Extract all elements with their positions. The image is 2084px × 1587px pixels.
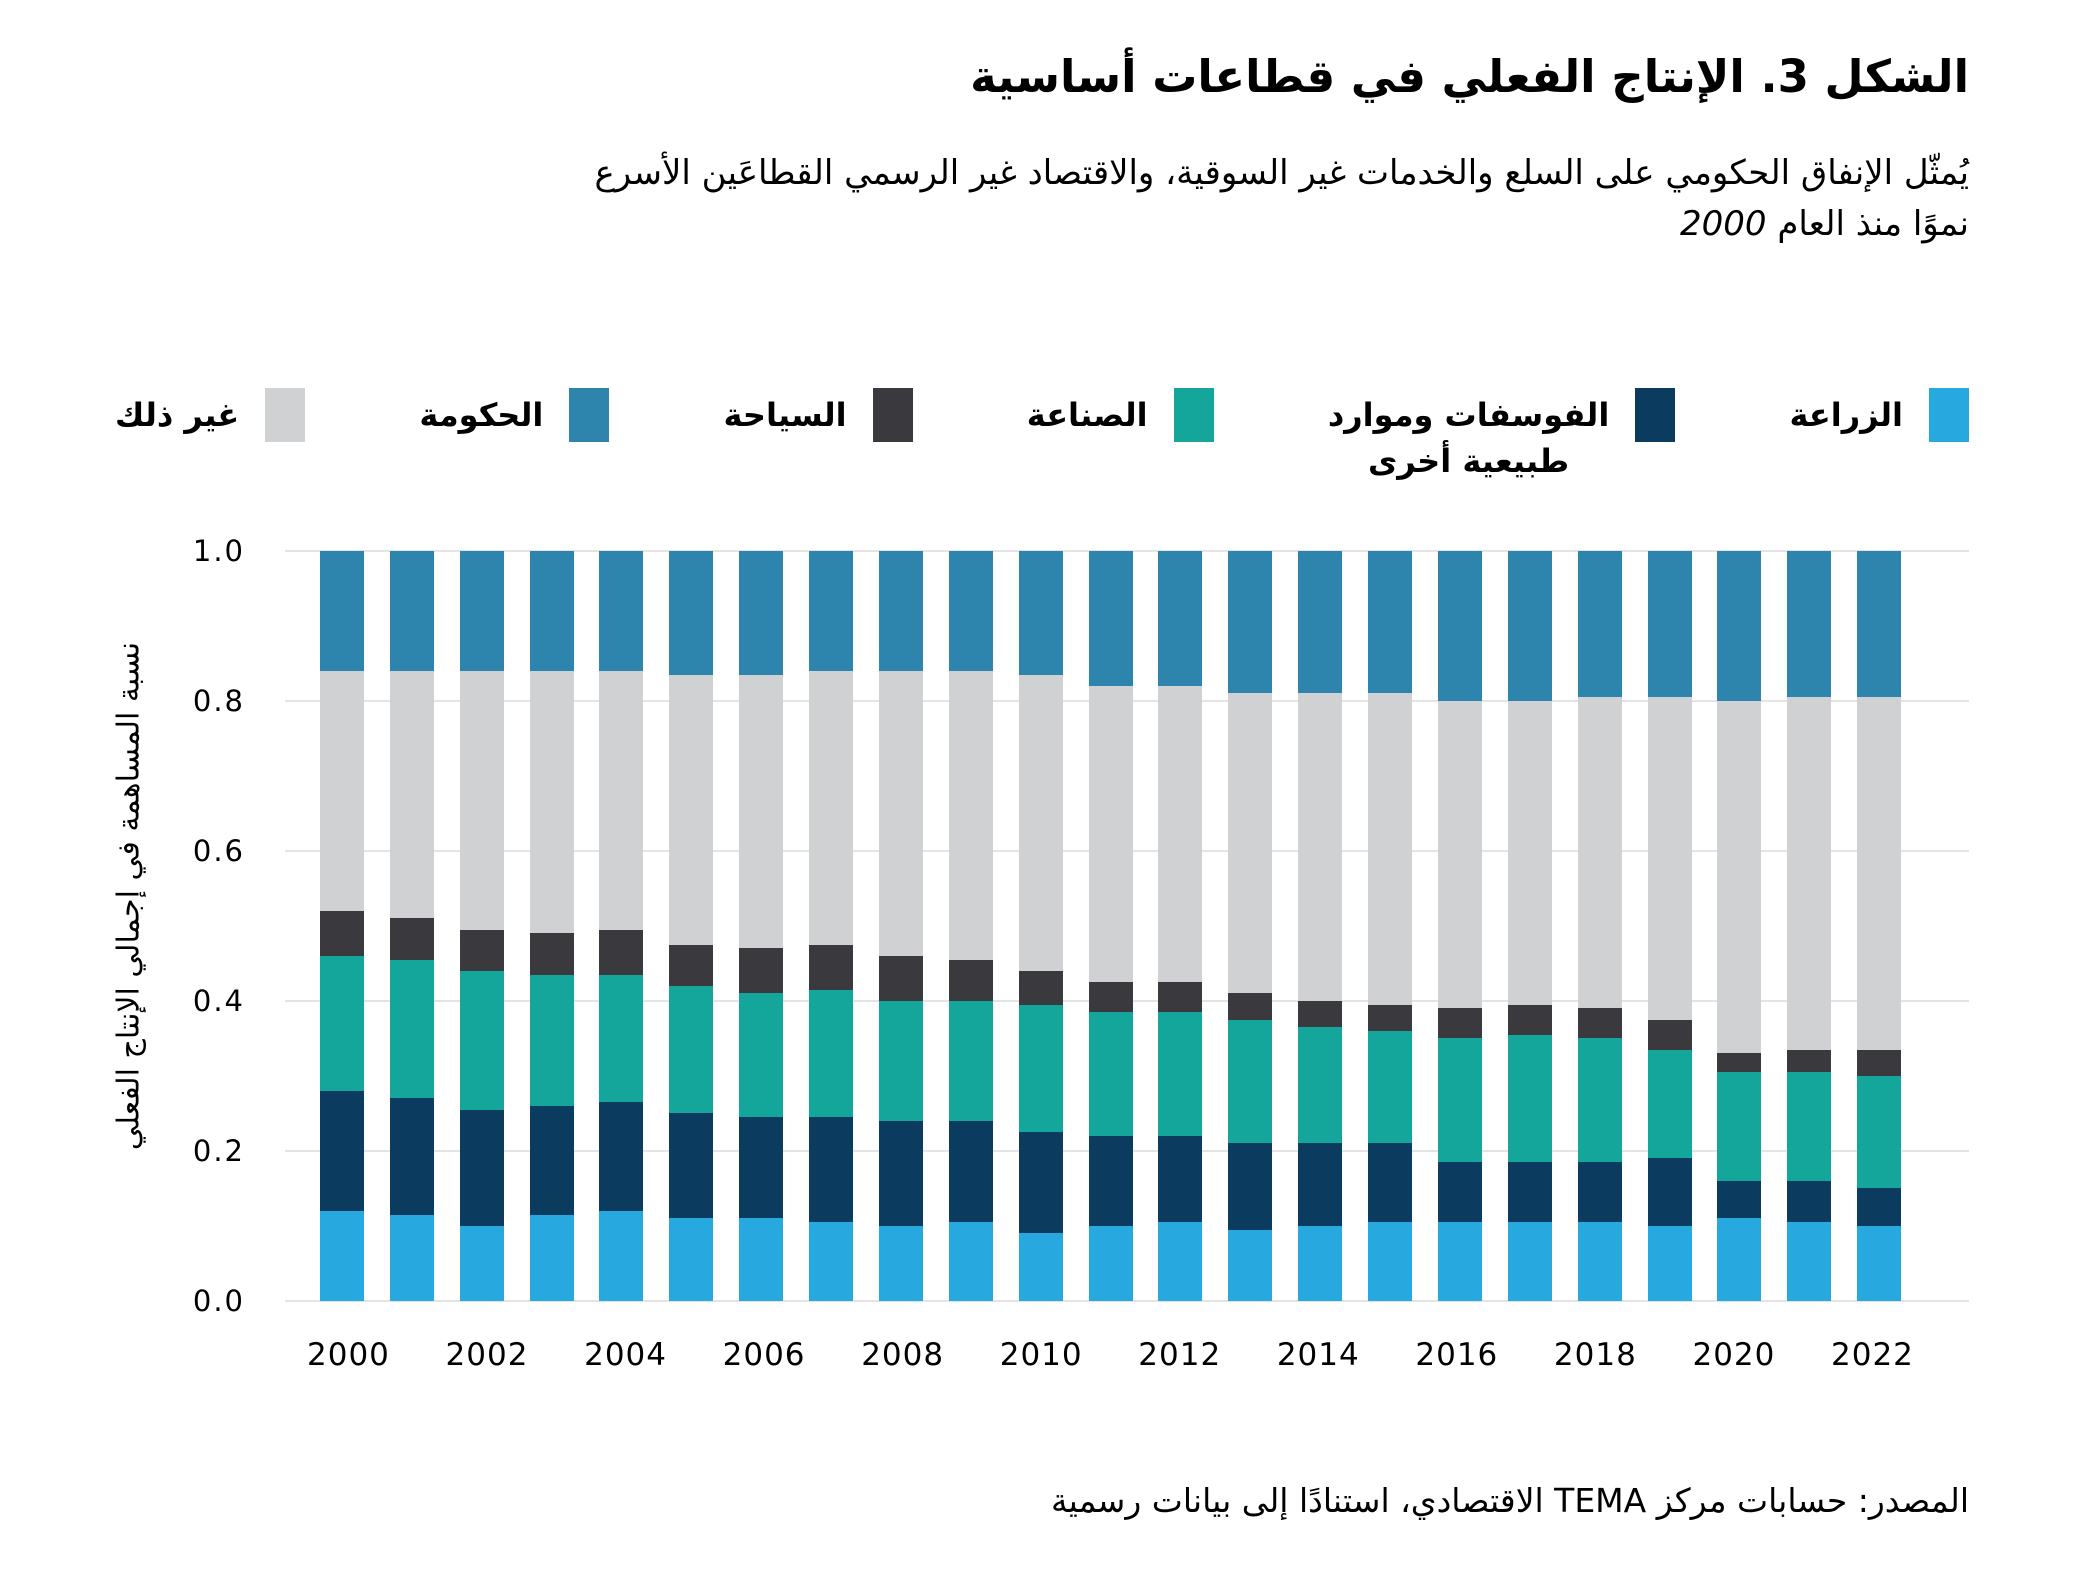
bar-stack-2015 — [1368, 551, 1412, 1301]
bar-segment-phosphates — [1578, 1162, 1622, 1222]
bar-stack-2017 — [1508, 551, 1552, 1301]
bar-segment-industry — [530, 975, 574, 1106]
bar-segment-government — [809, 551, 853, 671]
bar-segment-tourism — [739, 948, 783, 993]
bar-stack-2022 — [1857, 551, 1901, 1301]
bar-segment-tourism — [1298, 1001, 1342, 1027]
bar-column-2000 — [307, 551, 377, 1301]
bar-segment-government — [1857, 551, 1901, 697]
bar-column-2008 — [866, 551, 936, 1301]
bar-segment-other — [1089, 686, 1133, 982]
bar-segment-government — [879, 551, 923, 671]
bar-stack-2000 — [320, 551, 364, 1301]
bar-stack-2021 — [1787, 551, 1831, 1301]
bar-segment-government — [1089, 551, 1133, 686]
bar-segment-tourism — [809, 945, 853, 990]
legend-item-agriculture — [1789, 392, 1969, 442]
bar-segment-phosphates — [1019, 1132, 1063, 1233]
bar-stack-2019 — [1648, 551, 1692, 1301]
bar-segment-industry — [1578, 1038, 1622, 1162]
bar-segment-tourism — [1578, 1008, 1622, 1038]
bar-segment-phosphates — [1508, 1162, 1552, 1222]
bar-stack-2013 — [1228, 551, 1272, 1301]
bar-segment-government — [1648, 551, 1692, 697]
bar-segment-tourism — [669, 945, 713, 986]
bar-segment-phosphates — [739, 1117, 783, 1218]
bar-column-2006 — [726, 551, 796, 1301]
bar-column-2022 — [1844, 551, 1914, 1301]
bar-segment-agriculture — [879, 1226, 923, 1301]
bar-segment-tourism — [390, 918, 434, 959]
bar-segment-government — [320, 551, 364, 671]
legend-item-phosphates — [1328, 392, 1675, 485]
legend-label-agriculture — [1789, 392, 1903, 438]
bar-segment-industry — [1158, 1012, 1202, 1136]
bar-segment-phosphates — [1648, 1158, 1692, 1226]
x-tick-cell-2010: 2010 — [999, 1336, 1083, 1373]
legend-label-line2: طبيعية أخرى — [1367, 442, 1570, 481]
bar-column-2016 — [1425, 551, 1495, 1301]
bar-segment-other — [1228, 693, 1272, 993]
x-tick-cell-2017 — [1498, 1337, 1554, 1373]
x-tick-cell-2007 — [806, 1337, 862, 1373]
bar-segment-government — [1578, 551, 1622, 697]
y-tick-1.0: 1.0 — [192, 533, 245, 568]
bar-column-2013 — [1215, 551, 1285, 1301]
y-axis-title: نسبة المساهمة في إجمالي الإنتاج الفعلي — [111, 641, 147, 1150]
legend-item-industry — [1027, 392, 1214, 442]
subtitle-line-2 — [115, 199, 1969, 250]
legend-label-line1: غير ذلك — [115, 396, 240, 434]
x-tick-cell-2012: 2012 — [1138, 1336, 1222, 1373]
bar-stack-2002 — [460, 551, 504, 1301]
bar-segment-agriculture — [809, 1222, 853, 1301]
bar-segment-phosphates — [1717, 1181, 1761, 1219]
legend-swatch-agriculture — [1929, 388, 1969, 442]
bar-segment-phosphates — [1228, 1143, 1272, 1229]
bar-segment-government — [669, 551, 713, 675]
bar-column-2009 — [936, 551, 1006, 1301]
bar-segment-other — [599, 671, 643, 930]
y-tick-0.4: 0.4 — [192, 983, 245, 1018]
bar-segment-agriculture — [320, 1211, 364, 1301]
x-tick-cell-2015 — [1360, 1337, 1416, 1373]
bar-segment-industry — [599, 975, 643, 1103]
bar-segment-government — [739, 551, 783, 675]
bar-segment-industry — [1019, 1005, 1063, 1133]
figure-content — [111, 0, 1969, 1524]
bar-column-2002 — [447, 551, 517, 1301]
x-tick-cell-2009 — [944, 1337, 1000, 1373]
bar-segment-industry — [1508, 1035, 1552, 1163]
bar-column-2015 — [1355, 551, 1425, 1301]
bar-segment-government — [1019, 551, 1063, 675]
x-tick-cell-2014: 2014 — [1276, 1336, 1360, 1373]
bar-segment-tourism — [530, 933, 574, 974]
subtitle-line-2-text: نموًا منذ العام — [1777, 204, 1969, 244]
legend-swatch-industry — [1174, 388, 1214, 442]
bar-segment-agriculture — [1438, 1222, 1482, 1301]
legend-label-phosphates — [1328, 392, 1609, 485]
bar-segment-phosphates — [1857, 1188, 1901, 1226]
bar-stack-2008 — [879, 551, 923, 1301]
bar-segment-tourism — [1368, 1005, 1412, 1031]
bar-segment-tourism — [1508, 1005, 1552, 1035]
bar-segment-agriculture — [1578, 1222, 1622, 1301]
bar-segment-industry — [809, 990, 853, 1118]
bar-segment-government — [460, 551, 504, 671]
bar-stack-2001 — [390, 551, 434, 1301]
bar-segment-phosphates — [599, 1102, 643, 1211]
bar-segment-other — [949, 671, 993, 960]
legend-label-line1: الحكومة — [419, 396, 544, 434]
bar-segment-industry — [1787, 1072, 1831, 1181]
bar-segment-other — [460, 671, 504, 930]
bar-segment-government — [1438, 551, 1482, 701]
x-axis-tick-labels — [285, 1337, 1969, 1373]
bar-stack-2004 — [599, 551, 643, 1301]
bar-segment-agriculture — [1158, 1222, 1202, 1301]
plot-area — [192, 533, 1969, 1318]
bar-segment-agriculture — [1508, 1222, 1552, 1301]
bar-segment-agriculture — [669, 1218, 713, 1301]
x-tick-cell-2008: 2008 — [861, 1336, 945, 1373]
bar-segment-government — [1508, 551, 1552, 701]
bar-segment-tourism — [949, 960, 993, 1001]
legend-label-line1: الزراعة — [1789, 396, 1903, 434]
bar-segment-other — [1298, 693, 1342, 1001]
bar-column-2007 — [796, 551, 866, 1301]
legend-label-other — [115, 392, 239, 438]
bar-column-2019 — [1635, 551, 1705, 1301]
bar-segment-agriculture — [460, 1226, 504, 1301]
stacked-bar-chart — [111, 533, 1969, 1386]
bar-segment-industry — [879, 1001, 923, 1121]
bar-column-2018 — [1565, 551, 1635, 1301]
bar-segment-government — [390, 551, 434, 671]
bar-segment-phosphates — [669, 1113, 713, 1218]
bar-stack-2012 — [1158, 551, 1202, 1301]
x-tick-cell-2022: 2022 — [1831, 1336, 1914, 1373]
bar-segment-tourism — [1019, 971, 1063, 1005]
bar-segment-phosphates — [809, 1117, 853, 1222]
bar-segment-tourism — [1648, 1020, 1692, 1050]
subtitle-year: 2000 — [1679, 204, 1767, 244]
bar-segment-other — [1438, 701, 1482, 1009]
x-tick-cell-2000: 2000 — [307, 1336, 390, 1373]
bar-segment-tourism — [1717, 1053, 1761, 1072]
subtitle-line-1: يُمثّل الإنفاق الحكومي على السلع والخدمات غير السوقية، والاقتصاد غير الرسمي القطاعَين الأسرع — [594, 153, 1969, 193]
bar-segment-phosphates — [460, 1110, 504, 1226]
bar-segment-other — [1158, 686, 1202, 982]
bar-stack-2014 — [1298, 551, 1342, 1301]
legend-swatch-phosphates — [1635, 388, 1675, 442]
bar-column-2021 — [1774, 551, 1844, 1301]
bar-stack-2003 — [530, 551, 574, 1301]
bar-segment-tourism — [320, 911, 364, 956]
bar-stack-2018 — [1578, 551, 1622, 1301]
bar-segment-industry — [1857, 1076, 1901, 1189]
x-tick-cell-2006: 2006 — [722, 1336, 806, 1373]
y-tick-0.0: 0.0 — [192, 1283, 245, 1318]
bar-segment-phosphates — [1787, 1181, 1831, 1222]
bar-stack-2009 — [949, 551, 993, 1301]
bar-segment-agriculture — [599, 1211, 643, 1301]
x-tick-cell-2021 — [1775, 1337, 1831, 1373]
legend-label-industry — [1027, 392, 1148, 438]
legend-item-other — [115, 392, 305, 442]
bar-segment-tourism — [460, 930, 504, 971]
bar-segment-tourism — [1438, 1008, 1482, 1038]
legend-swatch-tourism — [873, 388, 913, 442]
bar-segment-agriculture — [1857, 1226, 1901, 1301]
bar-segment-tourism — [1857, 1050, 1901, 1076]
bar-segment-industry — [460, 971, 504, 1110]
x-tick-cell-2005 — [667, 1337, 723, 1373]
bar-column-2017 — [1495, 551, 1565, 1301]
x-tick-cell-2016: 2016 — [1415, 1336, 1499, 1373]
bar-segment-phosphates — [879, 1121, 923, 1226]
bar-segment-phosphates — [1298, 1143, 1342, 1226]
bar-segment-industry — [1648, 1050, 1692, 1159]
bar-segment-industry — [1717, 1072, 1761, 1181]
bar-segment-other — [1787, 697, 1831, 1050]
bar-stack-2011 — [1089, 551, 1133, 1301]
bar-column-2001 — [377, 551, 447, 1301]
bar-segment-phosphates — [1368, 1143, 1412, 1222]
bar-column-2020 — [1705, 551, 1775, 1301]
bar-stack-2016 — [1438, 551, 1482, 1301]
bar-segment-tourism — [1787, 1050, 1831, 1073]
legend-item-tourism — [724, 392, 913, 442]
bar-segment-agriculture — [1368, 1222, 1412, 1301]
bar-segment-industry — [390, 960, 434, 1099]
bar-segment-agriculture — [1089, 1226, 1133, 1301]
bar-segment-other — [1648, 697, 1692, 1020]
bar-segment-agriculture — [1019, 1233, 1063, 1301]
bar-segment-industry — [320, 956, 364, 1091]
bar-segment-other — [809, 671, 853, 945]
y-tick-0.8: 0.8 — [192, 683, 245, 718]
bar-segment-tourism — [1228, 993, 1272, 1019]
bar-segment-industry — [1298, 1027, 1342, 1143]
bar-column-2005 — [656, 551, 726, 1301]
bar-segment-industry — [1438, 1038, 1482, 1162]
bar-segment-industry — [1368, 1031, 1412, 1144]
bar-stack-2006 — [739, 551, 783, 1301]
x-tick-cell-2019 — [1637, 1337, 1693, 1373]
bar-column-2014 — [1285, 551, 1355, 1301]
bar-segment-phosphates — [530, 1106, 574, 1215]
bar-segment-other — [320, 671, 364, 911]
bar-segment-agriculture — [739, 1218, 783, 1301]
bar-segment-phosphates — [390, 1098, 434, 1214]
bar-segment-other — [1578, 697, 1622, 1008]
bar-segment-phosphates — [320, 1091, 364, 1211]
x-tick-cell-2001 — [390, 1337, 446, 1373]
x-tick-cell-2002: 2002 — [445, 1336, 529, 1373]
bar-segment-agriculture — [390, 1215, 434, 1301]
legend-swatch-other — [265, 388, 305, 442]
bar-segment-government — [1158, 551, 1202, 686]
bar-segment-industry — [1228, 1020, 1272, 1144]
bar-stack-2020 — [1717, 551, 1761, 1301]
bars-container — [285, 551, 1969, 1301]
legend-label-line1: السياحة — [723, 396, 847, 434]
bar-segment-agriculture — [530, 1215, 574, 1301]
legend-item-government — [419, 392, 609, 442]
bar-segment-agriculture — [949, 1222, 993, 1301]
bar-segment-tourism — [599, 930, 643, 975]
legend-label-government — [419, 392, 543, 438]
bar-segment-government — [1717, 551, 1761, 701]
bar-segment-tourism — [1089, 982, 1133, 1012]
bar-segment-agriculture — [1787, 1222, 1831, 1301]
figure-subtitle — [115, 148, 1969, 250]
bar-segment-government — [1368, 551, 1412, 694]
bar-column-2011 — [1076, 551, 1146, 1301]
bar-segment-government — [1228, 551, 1272, 694]
bar-segment-other — [530, 671, 574, 934]
bar-column-2003 — [517, 551, 587, 1301]
bar-segment-government — [599, 551, 643, 671]
chart-legend — [115, 392, 1969, 485]
legend-label-line1: الفوسفات وموارد — [1327, 396, 1610, 434]
y-tick-0.2: 0.2 — [192, 1133, 245, 1168]
bar-segment-industry — [739, 993, 783, 1117]
bar-column-2010 — [1006, 551, 1076, 1301]
bar-column-2012 — [1146, 551, 1216, 1301]
bar-segment-other — [1717, 701, 1761, 1054]
bar-segment-other — [1019, 675, 1063, 971]
bar-segment-other — [1857, 697, 1901, 1050]
bar-segment-government — [949, 551, 993, 671]
bar-segment-tourism — [1158, 982, 1202, 1012]
bar-stack-2007 — [809, 551, 853, 1301]
bar-stack-2005 — [669, 551, 713, 1301]
bar-segment-government — [1787, 551, 1831, 697]
source-note: المصدر: حسابات مركز TEMA الاقتصادي، استنادًا إلى بيانات رسمية — [1050, 1480, 1969, 1520]
x-tick-cell-2018: 2018 — [1553, 1336, 1637, 1373]
bar-segment-agriculture — [1298, 1226, 1342, 1301]
bar-segment-industry — [949, 1001, 993, 1121]
bar-segment-other — [879, 671, 923, 956]
bar-segment-other — [1368, 693, 1412, 1004]
x-tick-cell-2011 — [1083, 1337, 1139, 1373]
x-tick-cell-2020: 2020 — [1692, 1336, 1776, 1373]
bar-segment-other — [390, 671, 434, 919]
bar-segment-tourism — [879, 956, 923, 1001]
bar-segment-other — [1508, 701, 1552, 1005]
bar-segment-agriculture — [1228, 1230, 1272, 1301]
figure-title: الشكل 3. الإنتاج الفعلي في قطاعات أساسية — [970, 50, 1969, 103]
legend-label-tourism — [724, 392, 847, 438]
bar-segment-phosphates — [1438, 1162, 1482, 1222]
bar-segment-industry — [669, 986, 713, 1114]
bar-segment-agriculture — [1717, 1218, 1761, 1301]
bar-segment-government — [530, 551, 574, 671]
bar-segment-other — [669, 675, 713, 945]
bar-segment-phosphates — [1089, 1136, 1133, 1226]
bar-segment-government — [1298, 551, 1342, 694]
bar-segment-agriculture — [1648, 1226, 1692, 1301]
bar-stack-2010 — [1019, 551, 1063, 1301]
bar-segment-industry — [1089, 1012, 1133, 1136]
x-tick-cell-2013 — [1221, 1337, 1277, 1373]
bar-segment-phosphates — [1158, 1136, 1202, 1222]
x-tick-cell-2004: 2004 — [584, 1336, 667, 1373]
x-tick-cell-2003 — [528, 1337, 584, 1373]
bar-segment-phosphates — [949, 1121, 993, 1222]
y-tick-0.6: 0.6 — [192, 833, 245, 868]
legend-label-line1: الصناعة — [1026, 396, 1148, 434]
legend-swatch-government — [569, 388, 609, 442]
bar-column-2004 — [587, 551, 657, 1301]
bar-segment-other — [739, 675, 783, 949]
